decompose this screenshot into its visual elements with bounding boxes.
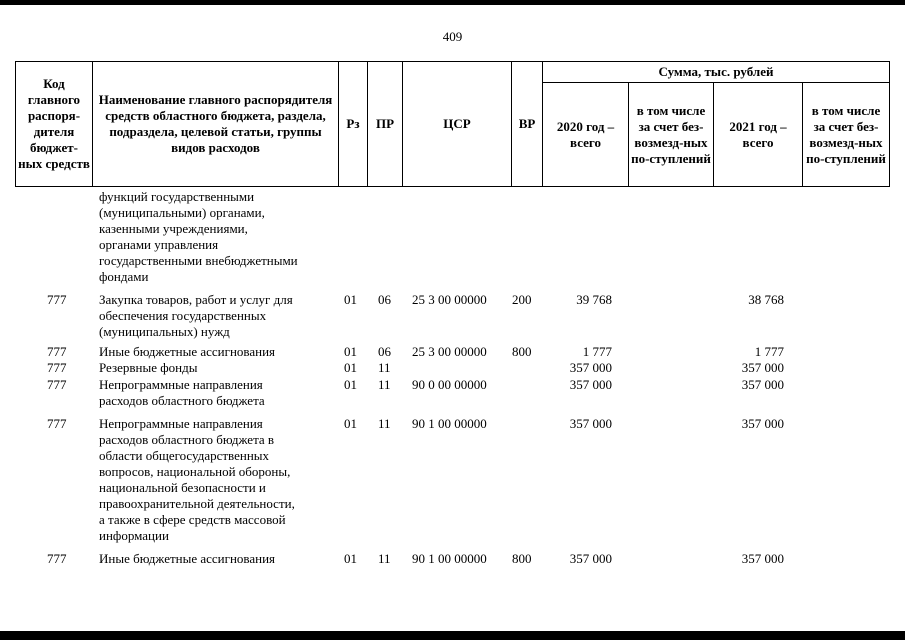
row-vr: 200 [512, 292, 532, 307]
row-2020: 357 000 [569, 416, 612, 431]
row-code: 777 [47, 551, 67, 566]
page-number: 409 [442, 29, 463, 44]
row-pr: 11 [378, 416, 391, 431]
row-name: Иные бюджетные ассигнования [99, 551, 276, 566]
row-2021: 38 768 [748, 292, 784, 307]
row-name: функций государственными (муниципальными) органами, казенными учреждениями, органами управления государственными внебюджетными фондами [99, 189, 298, 284]
header-pr: ПР [367, 61, 403, 187]
row-name: Резервные фонды [99, 360, 198, 375]
row-2020: 1 777 [582, 344, 612, 359]
header-2021-incl: в том числе за счет без-возмезд-ных по-ступлений [802, 82, 890, 187]
row-rz: 01 [344, 416, 357, 431]
row-code: 777 [47, 292, 67, 307]
row-code: 777 [47, 360, 67, 375]
header-code: Код главного распоря-дителя бюджет-ных средств [15, 61, 93, 187]
row-rz: 01 [344, 551, 357, 566]
row-name: Закупка товаров, работ и услуг для обеспечения государственных (муниципальных) нужд [99, 292, 293, 339]
row-pr: 11 [378, 377, 391, 392]
row-pr: 06 [378, 344, 391, 359]
row-csr: 25 3 00 00000 [412, 344, 487, 359]
row-2021: 357 000 [741, 416, 784, 431]
row-rz: 01 [344, 377, 357, 392]
header-2020-total: 2020 год – всего [542, 82, 629, 187]
row-vr: 800 [512, 344, 532, 359]
row-code: 777 [47, 344, 67, 359]
row-csr: 90 1 00 00000 [412, 416, 487, 431]
row-2020: 39 768 [576, 292, 612, 307]
row-2020: 357 000 [569, 551, 612, 566]
header-name: Наименование главного распорядителя средств областного бюджета, раздела, подраздела, целевой статьи, группы видов расходов [92, 61, 339, 187]
row-2021: 357 000 [741, 377, 784, 392]
row-name: Непрограммные направления расходов областного бюджета [99, 377, 265, 408]
row-name: Иные бюджетные ассигнования [99, 344, 276, 359]
row-2021: 357 000 [741, 551, 784, 566]
header-sum-group: Сумма, тыс. рублей [542, 61, 890, 83]
row-csr: 25 3 00 00000 [412, 292, 487, 307]
row-rz: 01 [344, 360, 357, 375]
row-vr: 800 [512, 551, 532, 566]
row-2020: 357 000 [569, 377, 612, 392]
bottom-border [0, 631, 905, 640]
row-code: 777 [47, 416, 67, 431]
header-2020-incl: в том числе за счет без-возмезд-ных по-ступлений [628, 82, 714, 187]
header-2021-total: 2021 год – всего [713, 82, 803, 187]
row-2021: 357 000 [741, 360, 784, 375]
row-name: Непрограммные направления расходов областного бюджета в области общегосударственных вопросов, национальной обороны, национальной безопасности и правоохранительной деятельности, а также в сфере средств массовой информации [99, 416, 295, 543]
row-2021: 1 777 [754, 344, 784, 359]
header-csr: ЦСР [402, 61, 512, 187]
row-2020: 357 000 [569, 360, 612, 375]
row-rz: 01 [344, 344, 357, 359]
header-vr: ВР [511, 61, 543, 187]
row-code: 777 [47, 377, 67, 392]
row-pr: 11 [378, 360, 391, 375]
header-rz: Рз [338, 61, 368, 187]
row-pr: 11 [378, 551, 391, 566]
row-pr: 06 [378, 292, 391, 307]
row-rz: 01 [344, 292, 357, 307]
row-csr: 90 1 00 00000 [412, 551, 487, 566]
row-csr: 90 0 00 00000 [412, 377, 487, 392]
